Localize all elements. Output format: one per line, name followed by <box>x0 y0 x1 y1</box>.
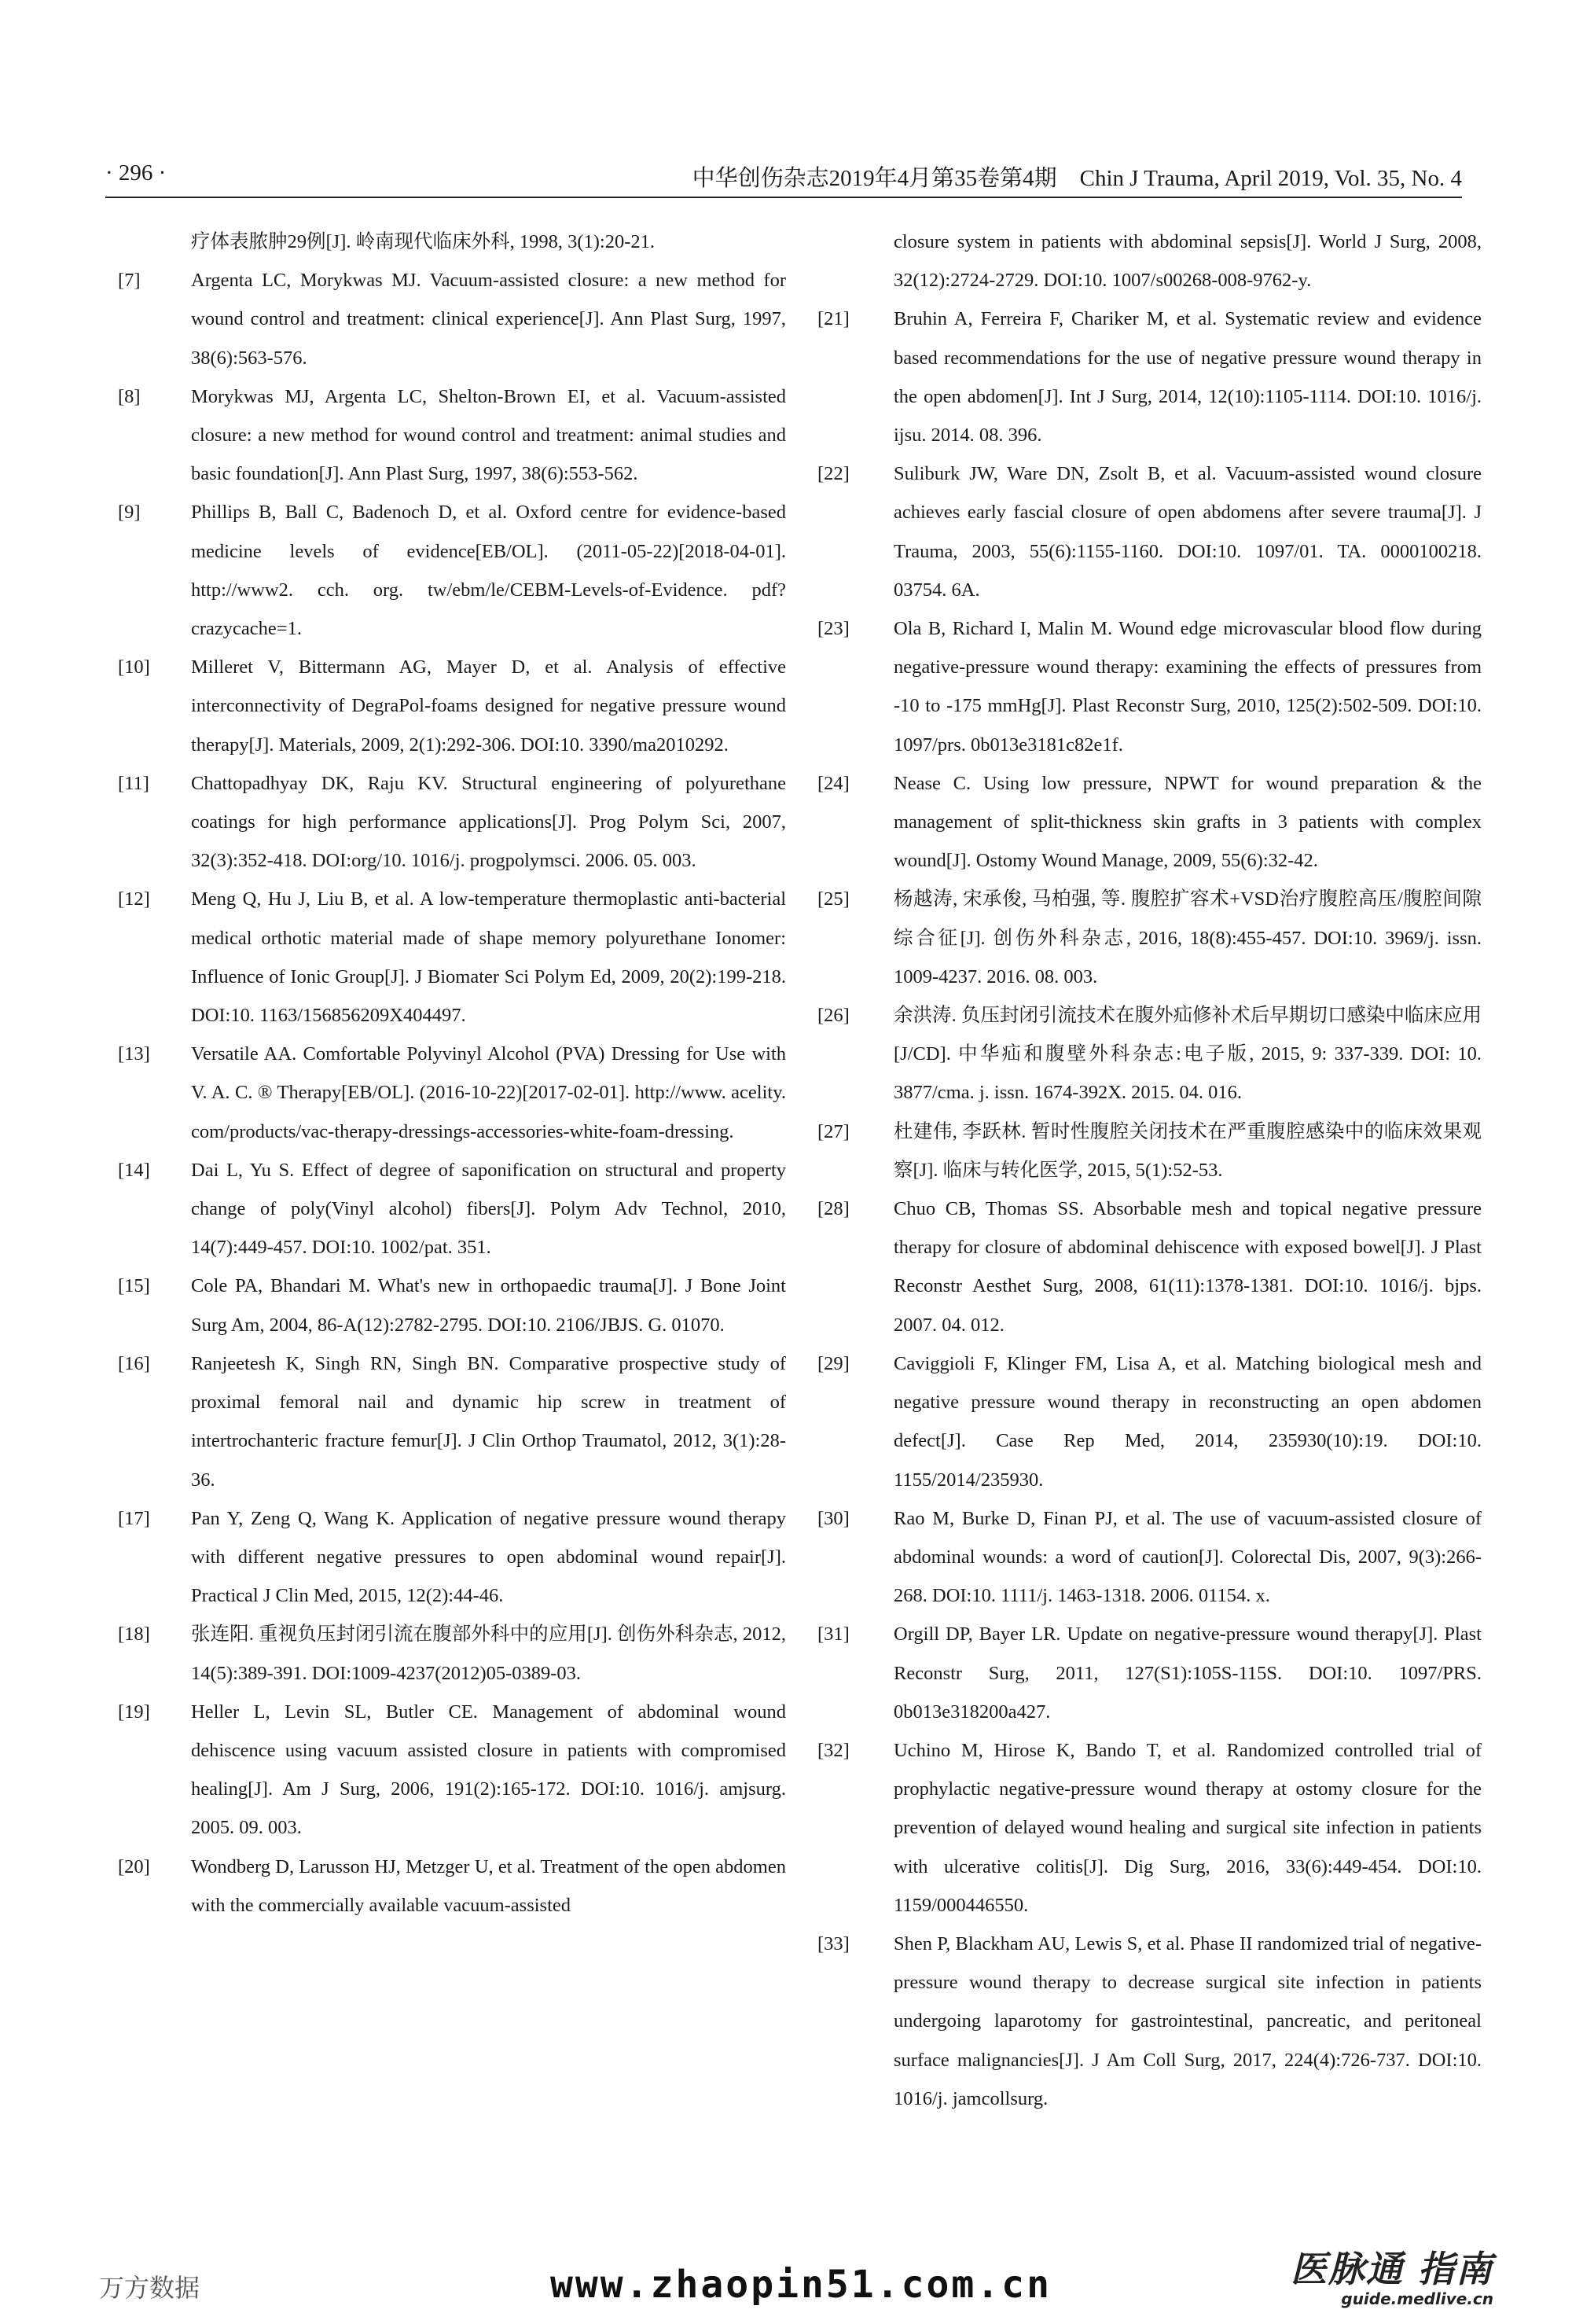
reference-entry <box>118 1267 786 1344</box>
footer-url[interactable]: www.zhaopin51.com.cn <box>550 2263 1052 2307</box>
reference-number: [14] <box>118 1159 150 1181</box>
reference-text: Milleret V, Bittermann AG, Mayer D, et al. Analysis of effective interconnectivity of DegraPol-foams designed for negative pressure wound therapy[J]. Materials, 2009, 2(1):292-306. DOI:10. 3390/ma2010292. <box>191 656 786 756</box>
reference-number: [17] <box>118 1507 150 1529</box>
reference-entry <box>118 648 786 764</box>
reference-entry <box>817 1190 1482 1344</box>
reference-text: Heller L, Levin SL, Butler CE. Management of abdominal wound dehiscence using vacuum assisted closure in patients with compromised healing[J]. Am J Surg, 2006, 191(2):165-172. DOI:10. 1016/j. amjsurg. 2005. 09. 003. <box>191 1701 786 1839</box>
reference-column-right <box>817 222 1482 2118</box>
reference-column-left <box>118 222 786 1925</box>
reference-entry <box>118 1151 786 1267</box>
reference-entry <box>118 1499 786 1616</box>
brand-logo <box>1291 2241 1493 2308</box>
reference-number: [30] <box>817 1507 850 1529</box>
reference-number: [8] <box>118 385 141 407</box>
reference-number: [27] <box>817 1120 850 1142</box>
journal-citation: 中华创伤杂志2019年4月第35卷第4期 Chin J Trauma, April 2019, Vol. 35, No. 4 <box>692 166 1462 191</box>
reference-text: Cole PA, Bhandari M. What's new in orthopaedic trauma[J]. J Bone Joint Surg Am, 2004, 86-A(12):2782-2795. DOI:10. 2106/JBJS. G. 01070. <box>191 1275 786 1336</box>
watermark-wanfang: 万方数据 <box>99 2273 200 2303</box>
reference-text: Versatile AA. Comfortable Polyvinyl Alcohol (PVA) Dressing for Use with V. A. C. ® Therapy[EB/OL]. (2016-10-22)[2017-02-01]. http://www. acelity. com/products/vac-therapy-dressings-accessories-white-foam-dressing. <box>191 1043 786 1142</box>
reference-entry <box>118 764 786 881</box>
reference-text: Argenta LC, Morykwas MJ. Vacuum-assisted closure: a new method for wound control and treatment: clinical experience[J]. Ann Plast Surg, 1997, 38(6):563-576. <box>191 270 786 369</box>
reference-number: [13] <box>118 1043 150 1065</box>
reference-text: Rao M, Burke D, Finan PJ, et al. The use of vacuum-assisted closure of abdominal wounds: a word of caution[J]. Colorectal Dis, 2007, 9(3):266-268. DOI:10. 1111/j. 1463-1318. 2006. 01154. x. <box>894 1507 1482 1607</box>
reference-number: [33] <box>817 1932 850 1954</box>
reference-number: [28] <box>817 1198 850 1220</box>
reference-entry <box>118 1035 786 1151</box>
reference-text: Ranjeetesh K, Singh RN, Singh BN. Comparative prospective study of proximal femoral nail and dynamic hip screw in treatment of intertrochanteric fracture femur[J]. J Clin Orthop Traumatol, 2012, 3(1):28-36. <box>191 1352 786 1491</box>
reference-number: [29] <box>817 1352 850 1374</box>
reference-text: Suliburk JW, Ware DN, Zsolt B, et al. Vacuum-assisted wound closure achieves early fascial closure of open abdomens after severe trauma[J]. J Trauma, 2003, 55(6):1155-1160. DOI:10. 1097/01. TA. 0000100218. 03754. 6A. <box>894 463 1482 601</box>
reference-entry <box>118 880 786 1035</box>
reference-number: [22] <box>817 463 850 485</box>
reference-entry <box>817 1112 1482 1190</box>
reference-number: [16] <box>118 1352 150 1374</box>
reference-number: [12] <box>118 888 150 910</box>
reference-text: Uchino M, Hirose K, Bando T, et al. Randomized controlled trial of prophylactic negative-pressure wound therapy at ostomy closure for the prevention of delayed wound healing and surgical site infection in patients with ulcerative colitis[J]. Dig Surg, 2016, 33(6):449-454. DOI:10. 1159/000446550. <box>894 1739 1482 1916</box>
reference-entry <box>817 1615 1482 1731</box>
reference-text: Caviggioli F, Klinger FM, Lisa A, et al. Matching biological mesh and negative pressure wound therapy in reconstructing an open abdomen defect[J]. Case Rep Med, 2014, 235930(10):19. DOI:10. 1155/2014/235930. <box>894 1352 1482 1491</box>
reference-number: [20] <box>118 1855 150 1877</box>
reference-number: [24] <box>817 772 850 794</box>
reference-entry <box>817 996 1482 1112</box>
reference-text: Shen P, Blackham AU, Lewis S, et al. Phase II randomized trial of negative-pressure wound therapy to decrease surgical site infection in patients undergoing laparotomy for gastrointestinal, pancreatic, and peritoneal surface malignancies[J]. J Am Coll Surg, 2017, 224(4):726-737. DOI:10. 1016/j. jamcollsurg. <box>894 1932 1482 2109</box>
reference-entry <box>817 454 1482 609</box>
reference-entry <box>817 1499 1482 1616</box>
brand-name: 医脉通 指南 <box>1290 2248 1493 2290</box>
reference-entry <box>118 377 786 494</box>
reference-number: [19] <box>118 1701 150 1723</box>
reference-text: 疗体表脓肿29例[J]. 岭南现代临床外科, 1998, 3(1):20-21. <box>191 231 656 252</box>
reference-entry <box>118 493 786 648</box>
reference-text: Nease C. Using low pressure, NPWT for wound preparation & the management of split-thickness skin grafts in 3 patients with complex wound[J]. Ostomy Wound Manage, 2009, 55(6):32-42. <box>894 772 1482 872</box>
reference-entry <box>817 609 1482 764</box>
reference-text: Phillips B, Ball C, Badenoch D, et al. Oxford centre for evidence-based medicine levels of evidence[EB/OL]. (2011-05-22)[2018-04-01]. http://www2. cch. org. tw/ebm/le/CEBM-Levels-of-Evidence. pdf? crazycache=1. <box>191 502 786 640</box>
reference-number: [31] <box>817 1623 850 1646</box>
reference-entry <box>817 1925 1482 2118</box>
reference-number: [9] <box>118 502 141 524</box>
reference-entry <box>118 1615 786 1692</box>
reference-text: Morykwas MJ, Argenta LC, Shelton-Brown EI, et al. Vacuum-assisted closure: a new method for wound control and treatment: animal studies and basic foundation[J]. Ann Plast Surg, 1997, 38(6):553-562. <box>191 385 786 485</box>
reference-text: Dai L, Yu S. Effect of degree of saponification on structural and property change of poly(Vinyl alcohol) fibers[J]. Polym Adv Technol, 2010, 14(7):449-457. DOI:10. 1002/pat. 351. <box>191 1159 786 1259</box>
reference-text: Ola B, Richard I, Malin M. Wound edge microvascular blood flow during negative-pressure wound therapy: examining the effects of pressures from -10 to -175 mmHg[J]. Plast Reconstr Surg, 2010, 125(2):502-509. DOI:10. 1097/prs. 0b013e3181c82e1f. <box>894 618 1482 756</box>
reference-entry <box>118 222 786 261</box>
reference-number: [7] <box>118 270 141 292</box>
reference-entry <box>817 300 1482 454</box>
reference-number: [25] <box>817 888 850 910</box>
reference-number: [18] <box>118 1623 150 1646</box>
reference-text: closure system in patients with abdominal sepsis[J]. World J Surg, 2008, 32(12):2724-2729. DOI:10. 1007/s00268-008-9762-y. <box>894 231 1482 292</box>
reference-number: [21] <box>817 308 850 330</box>
reference-number: [26] <box>817 1005 850 1027</box>
reference-entry <box>817 880 1482 996</box>
reference-entry <box>118 1344 786 1499</box>
reference-entry <box>118 261 786 377</box>
reference-entry <box>817 764 1482 881</box>
reference-text: Meng Q, Hu J, Liu B, et al. A low-temperature thermoplastic anti-bacterial medical orthotic material made of shape memory polyurethane Ionomer: Influence of Ionic Group[J]. J Biomater Sci Polym Ed, 2009, 20(2):199-218. DOI:10. 1163/156856209X404497. <box>191 888 786 1027</box>
reference-text: 张连阳. 重视负压封闭引流在腹部外科中的应用[J]. 创伤外科杂志, 2012, 14(5):389-391. DOI:1009-4237(2012)05-0389-03. <box>191 1623 786 1684</box>
reference-text: 余洪涛. 负压封闭引流技术在腹外疝修补术后早期切口感染中临床应用[J/CD]. 中华疝和腹壁外科杂志:电子版, 2015, 9: 337-339. DOI: 10. 3877/cma. j. issn. 1674-392X. 2015. 04. 016. <box>894 1005 1482 1104</box>
reference-text: Chattopadhyay DK, Raju KV. Structural engineering of polyurethane coatings for high performance applications[J]. Prog Polym Sci, 2007, 32(3):352-418. DOI:org/10. 1016/j. progpolymsci. 2006. 05. 003. <box>191 772 786 872</box>
reference-text: Wondberg D, Larusson HJ, Metzger U, et al. Treatment of the open abdomen with the commercially available vacuum-assisted <box>191 1855 786 1916</box>
reference-number: [11] <box>118 772 149 794</box>
reference-text: Pan Y, Zeng Q, Wang K. Application of negative pressure wound therapy with different negative pressures to open abdominal wound repair[J]. Practical J Clin Med, 2015, 12(2):44-46. <box>191 1507 786 1607</box>
reference-entry <box>118 1848 786 1925</box>
reference-entry <box>817 1731 1482 1925</box>
reference-number: [32] <box>817 1739 850 1761</box>
brand-url[interactable]: guide.medlive.cn <box>1341 2289 1493 2308</box>
header-rule <box>105 197 1462 198</box>
reference-number: [15] <box>118 1275 150 1297</box>
running-header <box>105 160 1462 195</box>
reference-text: Chuo CB, Thomas SS. Absorbable mesh and topical negative pressure therapy for closure of abdominal dehiscence with exposed bowel[J]. J Plast Reconstr Aesthet Surg, 2008, 61(11):1378-1381. DOI:10. 1016/j. bjps. 2007. 04. 012. <box>894 1198 1482 1336</box>
reference-text: 杜建伟, 李跃林. 暂时性腹腔关闭技术在严重腹腔感染中的临床效果观察[J]. 临床与转化医学, 2015, 5(1):52-53. <box>894 1120 1482 1181</box>
reference-text: Orgill DP, Bayer LR. Update on negative-pressure wound therapy[J]. Plast Reconstr Surg, 2011, 127(S1):105S-115S. DOI:10. 1097/PRS. 0b013e318200a427. <box>894 1623 1482 1723</box>
reference-entry <box>817 222 1482 300</box>
reference-text: Bruhin A, Ferreira F, Chariker M, et al. Systematic review and evidence based recommendations for the use of negative pressure wound therapy in the open abdomen[J]. Int J Surg, 2014, 12(10):1105-1114. DOI:10. 1016/j. ijsu. 2014. 08. 396. <box>894 308 1482 447</box>
reference-number: [23] <box>817 618 850 640</box>
reference-number: [10] <box>118 656 150 678</box>
reference-entry <box>817 1344 1482 1499</box>
reference-text: 杨越涛, 宋承俊, 马柏强, 等. 腹腔扩容术+VSD治疗腹腔高压/腹腔间隙综合征[J]. 创伤外科杂志, 2016, 18(8):455-457. DOI:10. 3969/j. issn. 1009-4237. 2016. 08. 003. <box>894 888 1482 987</box>
page-number: · 296 · <box>105 160 167 186</box>
reference-entry <box>118 1693 786 1848</box>
